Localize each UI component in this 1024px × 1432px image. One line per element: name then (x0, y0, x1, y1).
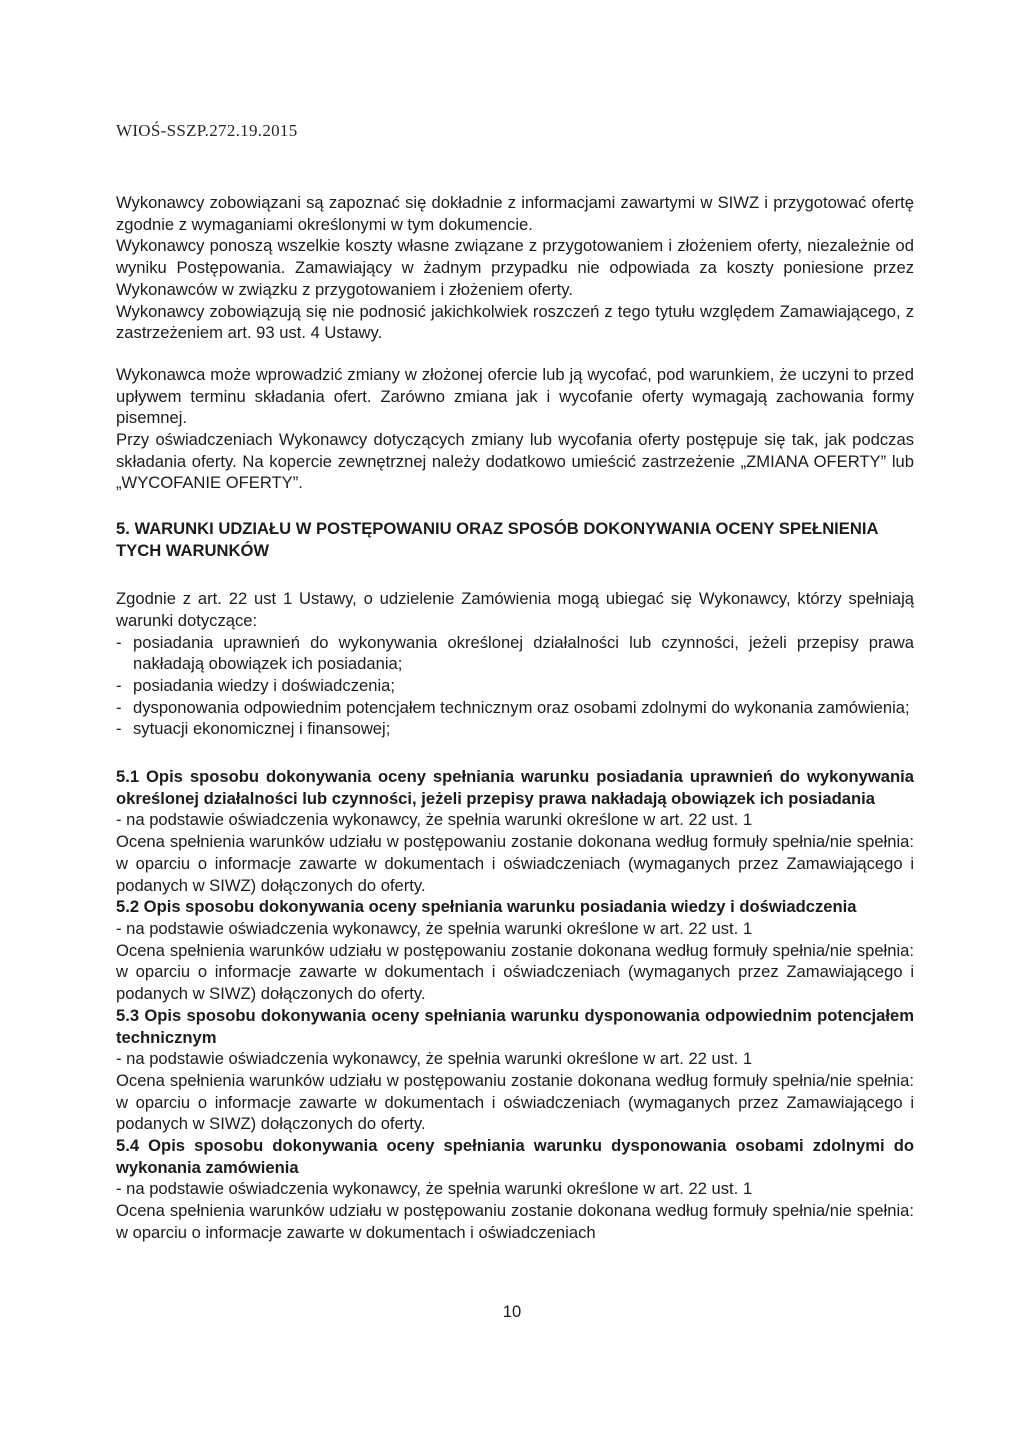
list-item (116, 632, 914, 675)
list-item (116, 675, 914, 697)
document-reference-number: WIOŚ-SSZP.272.19.2015 (116, 121, 298, 140)
intro-paragraph-2: Wykonawcy ponoszą wszelkie koszty własne związane z przygotowaniem i złożeniem oferty, niezależnie od wyniku Postępowania. Zamawiający w żadnym przypadku nie odpowiada za koszty poniesione przez Wykonawców w związku z przygotowaniem i złożeniem oferty. (116, 236, 914, 299)
list-dash: - (116, 632, 122, 652)
subsection-5-1-basis: - na podstawie oświadczenia wykonawcy, że spełnia warunki określone w art. 22 ust. 1 (116, 810, 753, 830)
intro-paragraph-4: Wykonawca może wprowadzić zmiany w złożonej ofercie lub ją wycofać, pod warunkiem, że uczyni to przed upływem terminu składania ofert. Zarówno zmiana jak i wycofanie oferty wymagają zachowania formy pisemnej. (116, 364, 914, 428)
list-item-text: dysponowania odpowiednim potencjałem technicznym oraz osobami zdolnymi do wykonania zamówienia; (133, 697, 910, 717)
intro-paragraph-3: Wykonawcy zobowiązują się nie podnosić jakichkolwiek roszczeń z tego tytułu względem Zamawiającego, z zastrzeżeniem art. 93 ust. 4 Ustawy. (116, 301, 914, 343)
subsection-5-2-basis: - na podstawie oświadczenia wykonawcy, że spełnia warunki określone w art. 22 ust. 1 (116, 918, 753, 938)
subsection-5-4-evaluation: Ocena spełnienia warunków udziału w postępowaniu zostanie dokonana według formuły spełnia/nie spełnia: w oparciu o informacje zawarte w dokumentach i oświadczeniach (116, 1201, 914, 1242)
subsection-5-4-basis: - na podstawie oświadczenia wykonawcy, że spełnia warunki określone w art. 22 ust. 1 (116, 1179, 753, 1199)
page-number: 10 (502, 1302, 522, 1321)
list-item (116, 718, 914, 740)
list-item (116, 697, 914, 719)
section-5-heading: 5. WARUNKI UDZIAŁU W POSTĘPOWANIU ORAZ SPOSÓB DOKONYWANIA OCENY SPEŁNIENIA TYCH WARUNKÓW (116, 519, 878, 561)
subsection-5-2-heading: 5.2 Opis sposobu dokonywania oceny spełniania warunku posiadania wiedzy i doświadczenia (116, 897, 857, 917)
subsection-5-3-heading: 5.3 Opis sposobu dokonywania oceny spełniania warunku dysponowania odpowiednim potencjałem technicznym (116, 1005, 914, 1047)
subsection-5-4-heading: 5.4 Opis sposobu dokonywania oceny spełniania warunku dysponowania osobami zdolnymi do wykonania zamówienia (116, 1136, 914, 1177)
list-dash: - (116, 675, 122, 695)
document-body (116, 192, 914, 1244)
subsection-5-3-basis: - na podstawie oświadczenia wykonawcy, że spełnia warunki określone w art. 22 ust. 1 (116, 1049, 753, 1069)
intro-paragraph-1: Wykonawcy zobowiązani są zapoznać się dokładnie z informacjami zawartymi w SIWZ i przygotować ofertę zgodnie z wymaganiami określonymi w tym dokumencie. (116, 193, 914, 234)
subsection-5-1-heading: 5.1 Opis sposobu dokonywania oceny spełniania warunku posiadania uprawnień do wykonywania określonej działalności lub czynności, jeżeli przepisy prawa nakładają obowiązek ich posiadania (116, 767, 914, 808)
list-item-text: posiadania uprawnień do wykonywania określonej działalności lub czynności, jeżeli przepisy prawa nakładają obowiązek ich posiadania; (133, 632, 914, 674)
list-item-text: sytuacji ekonomicznej i finansowej; (133, 719, 391, 739)
list-dash: - (116, 697, 122, 717)
list-dash: - (116, 719, 122, 739)
intro-paragraph-5: Przy oświadczeniach Wykonawcy dotyczących zmiany lub wycofania oferty postępuje się tak, jak podczas składania oferty. Na kopercie zewnętrznej należy dodatkowo umieścić zastrzeżenie „ZMIANA OFERTY” lub „WYCOFANIE OFERTY”. (116, 430, 914, 493)
section-5-lead: Zgodnie z art. 22 ust 1 Ustawy, o udzielenie Zamówienia mogą ubiegać się Wykonawcy, którzy spełniają warunki dotyczące: (116, 589, 914, 630)
subsection-5-3-evaluation: Ocena spełnienia warunków udziału w postępowaniu zostanie dokonana według formuły spełnia/nie spełnia: w oparciu o informacje zawarte w dokumentach i oświadczeniach (wymaganych przez Zamawiającego i podanych w SIWZ) dołączonych do oferty. (116, 1070, 914, 1134)
subsection-5-2-evaluation: Ocena spełnienia warunków udziału w postępowaniu zostanie dokonana według formuły spełnia/nie spełnia: w oparciu o informacje zawarte w dokumentach i oświadczeniach (wymaganych przez Zamawiającego i podanych w SIWZ) dołączonych do oferty. (116, 940, 914, 1004)
conditions-list (116, 632, 914, 741)
list-item-text: posiadania wiedzy i doświadczenia; (133, 675, 395, 695)
subsection-5-1-evaluation: Ocena spełnienia warunków udziału w postępowaniu zostanie dokonana według formuły spełnia/nie spełnia: w oparciu o informacje zawarte w dokumentach i oświadczeniach (wymaganych przez Zamawiającego i podanych w SIWZ) dołączonych do oferty. (116, 832, 914, 895)
